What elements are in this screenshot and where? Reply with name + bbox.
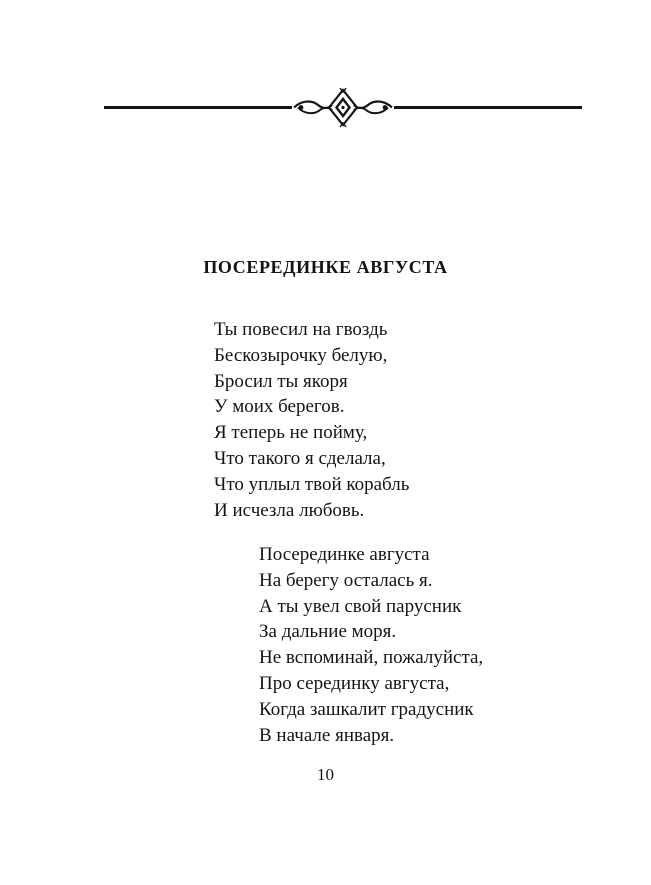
verse-line: Ты повесил на гвоздь xyxy=(214,319,388,340)
verse-line: Не вспоминай, пожалуйста, xyxy=(259,647,484,669)
verse-line: Про серединку августа, xyxy=(259,672,450,694)
page-number: 10 xyxy=(317,765,334,784)
verse-line: Посерединке августа xyxy=(259,544,430,565)
poem-stanza-2 xyxy=(259,542,483,748)
decorative-divider-icon xyxy=(104,88,582,128)
poem-stanza-1 xyxy=(214,317,409,523)
verse-line: В начале января. xyxy=(259,724,395,746)
verse-line: За дальние моря. xyxy=(259,621,397,643)
verse-line: У моих берегов. xyxy=(214,396,345,418)
verse-line: А ты увел свой парусник xyxy=(259,595,462,617)
poem-title: ПОСЕРЕДИНКЕ АВГУСТА xyxy=(203,257,448,277)
verse-line: Когда зашкалит градусник xyxy=(259,698,474,720)
verse-line: Я теперь не пойму, xyxy=(214,422,368,444)
verse-line: Бросил ты якоря xyxy=(214,370,348,392)
verse-line: Бескозырочку белую, xyxy=(214,344,388,366)
verse-line: На берегу осталась я. xyxy=(259,569,433,591)
verse-line: И исчезла любовь. xyxy=(214,499,365,521)
verse-line: Что такого я сделала, xyxy=(214,447,386,469)
verse-line: Что уплыл твой корабль xyxy=(214,473,410,495)
